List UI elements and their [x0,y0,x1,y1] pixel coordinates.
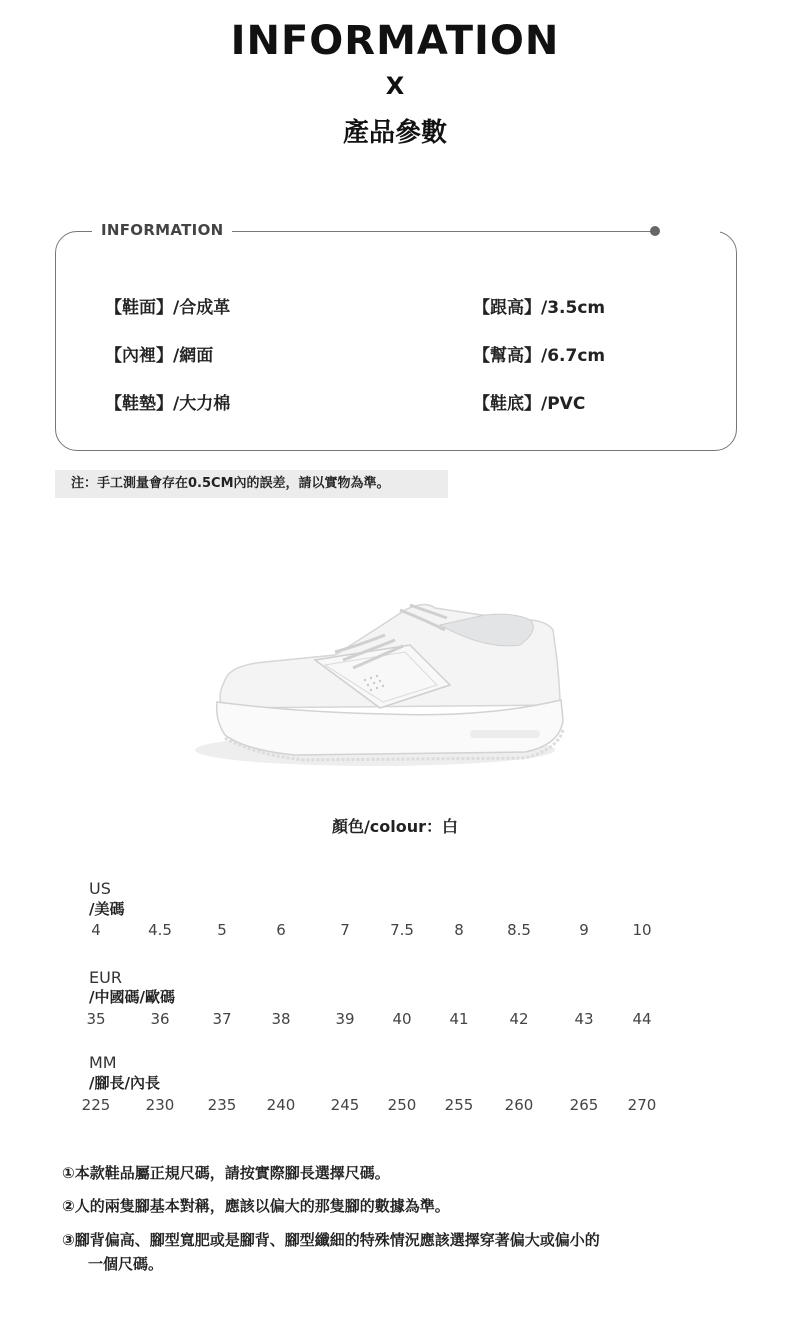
spec-insole: 【鞋墊】/大力棉 [105,394,231,414]
size-us-value: 8.5 [507,921,531,939]
spec-upper: 【鞋面】/合成革 [105,298,231,318]
size-us-value: 4 [91,921,101,939]
size-us-value: 7.5 [390,921,414,939]
size-eur-value: 35 [86,1010,106,1028]
size-mm-value: 255 [444,1096,474,1114]
info-box-label: INFORMATION [92,221,232,239]
size-eur-subtitle: /中國碼/歐碼 [89,988,175,1006]
size-us-title: US [89,879,111,898]
size-mm-value: 225 [81,1096,111,1114]
spec-outsole: 【鞋底】/PVC [473,394,586,414]
info-dot-icon [650,226,660,236]
tip-2: ②人的兩隻腳基本對稱，應該以偏大的那隻腳的數據為準。 [62,1197,450,1215]
size-mm-value: 230 [145,1096,175,1114]
colour-label: 顏色/colour：白 [331,817,459,836]
size-mm-value: 240 [266,1096,296,1114]
size-eur-value: 38 [271,1010,291,1028]
tip-3: ③腳背偏高、腳型寬肥或是腳背、腳型纖細的特殊情況應該選擇穿著偏大或偏小的 [62,1231,600,1249]
size-mm-value: 270 [627,1096,657,1114]
size-eur-title: EUR [89,968,122,987]
tip-1: ①本款鞋品屬正規尺碼，請按實際腳長選擇尺碼。 [62,1164,390,1182]
page-subtitle: 產品參數 [342,118,447,148]
size-us-value: 9 [579,921,589,939]
size-eur-value: 42 [509,1010,529,1028]
spec-upper-height: 【幫高】/6.7cm [473,346,606,366]
spec-heel-height: 【跟高】/3.5cm [473,298,606,318]
size-eur-value: 41 [449,1010,469,1028]
spec-lining: 【內裡】/網面 [105,346,214,366]
size-mm-value: 250 [387,1096,417,1114]
size-eur-value: 36 [150,1010,170,1028]
info-box-gap [660,229,720,233]
title-x-mark: X [385,72,405,100]
size-eur-value: 44 [632,1010,652,1028]
size-mm-subtitle: /腳長/內長 [89,1074,160,1092]
size-mm-value: 235 [207,1096,237,1114]
size-eur-value: 37 [212,1010,232,1028]
size-eur-value: 39 [335,1010,355,1028]
tip-3-continued: 一個尺碼。 [88,1255,164,1273]
measurement-note: 注：手工測量會存在0.5CM內的誤差，請以實物為準。 [55,470,448,498]
size-mm-value: 245 [330,1096,360,1114]
size-us-value: 5 [217,921,227,939]
size-us-subtitle: /美碼 [89,900,125,918]
size-mm-value: 265 [569,1096,599,1114]
size-us-value: 4.5 [148,921,172,939]
size-us-value: 6 [276,921,286,939]
size-mm-title: MM [89,1053,117,1072]
size-eur-value: 43 [574,1010,594,1028]
size-us-value: 7 [340,921,350,939]
page-title: INFORMATION [230,18,560,64]
size-us-value: 8 [454,921,464,939]
size-us-value: 10 [632,921,652,939]
white-sneaker-image [185,590,575,780]
size-eur-value: 40 [392,1010,412,1028]
size-mm-value: 260 [504,1096,534,1114]
